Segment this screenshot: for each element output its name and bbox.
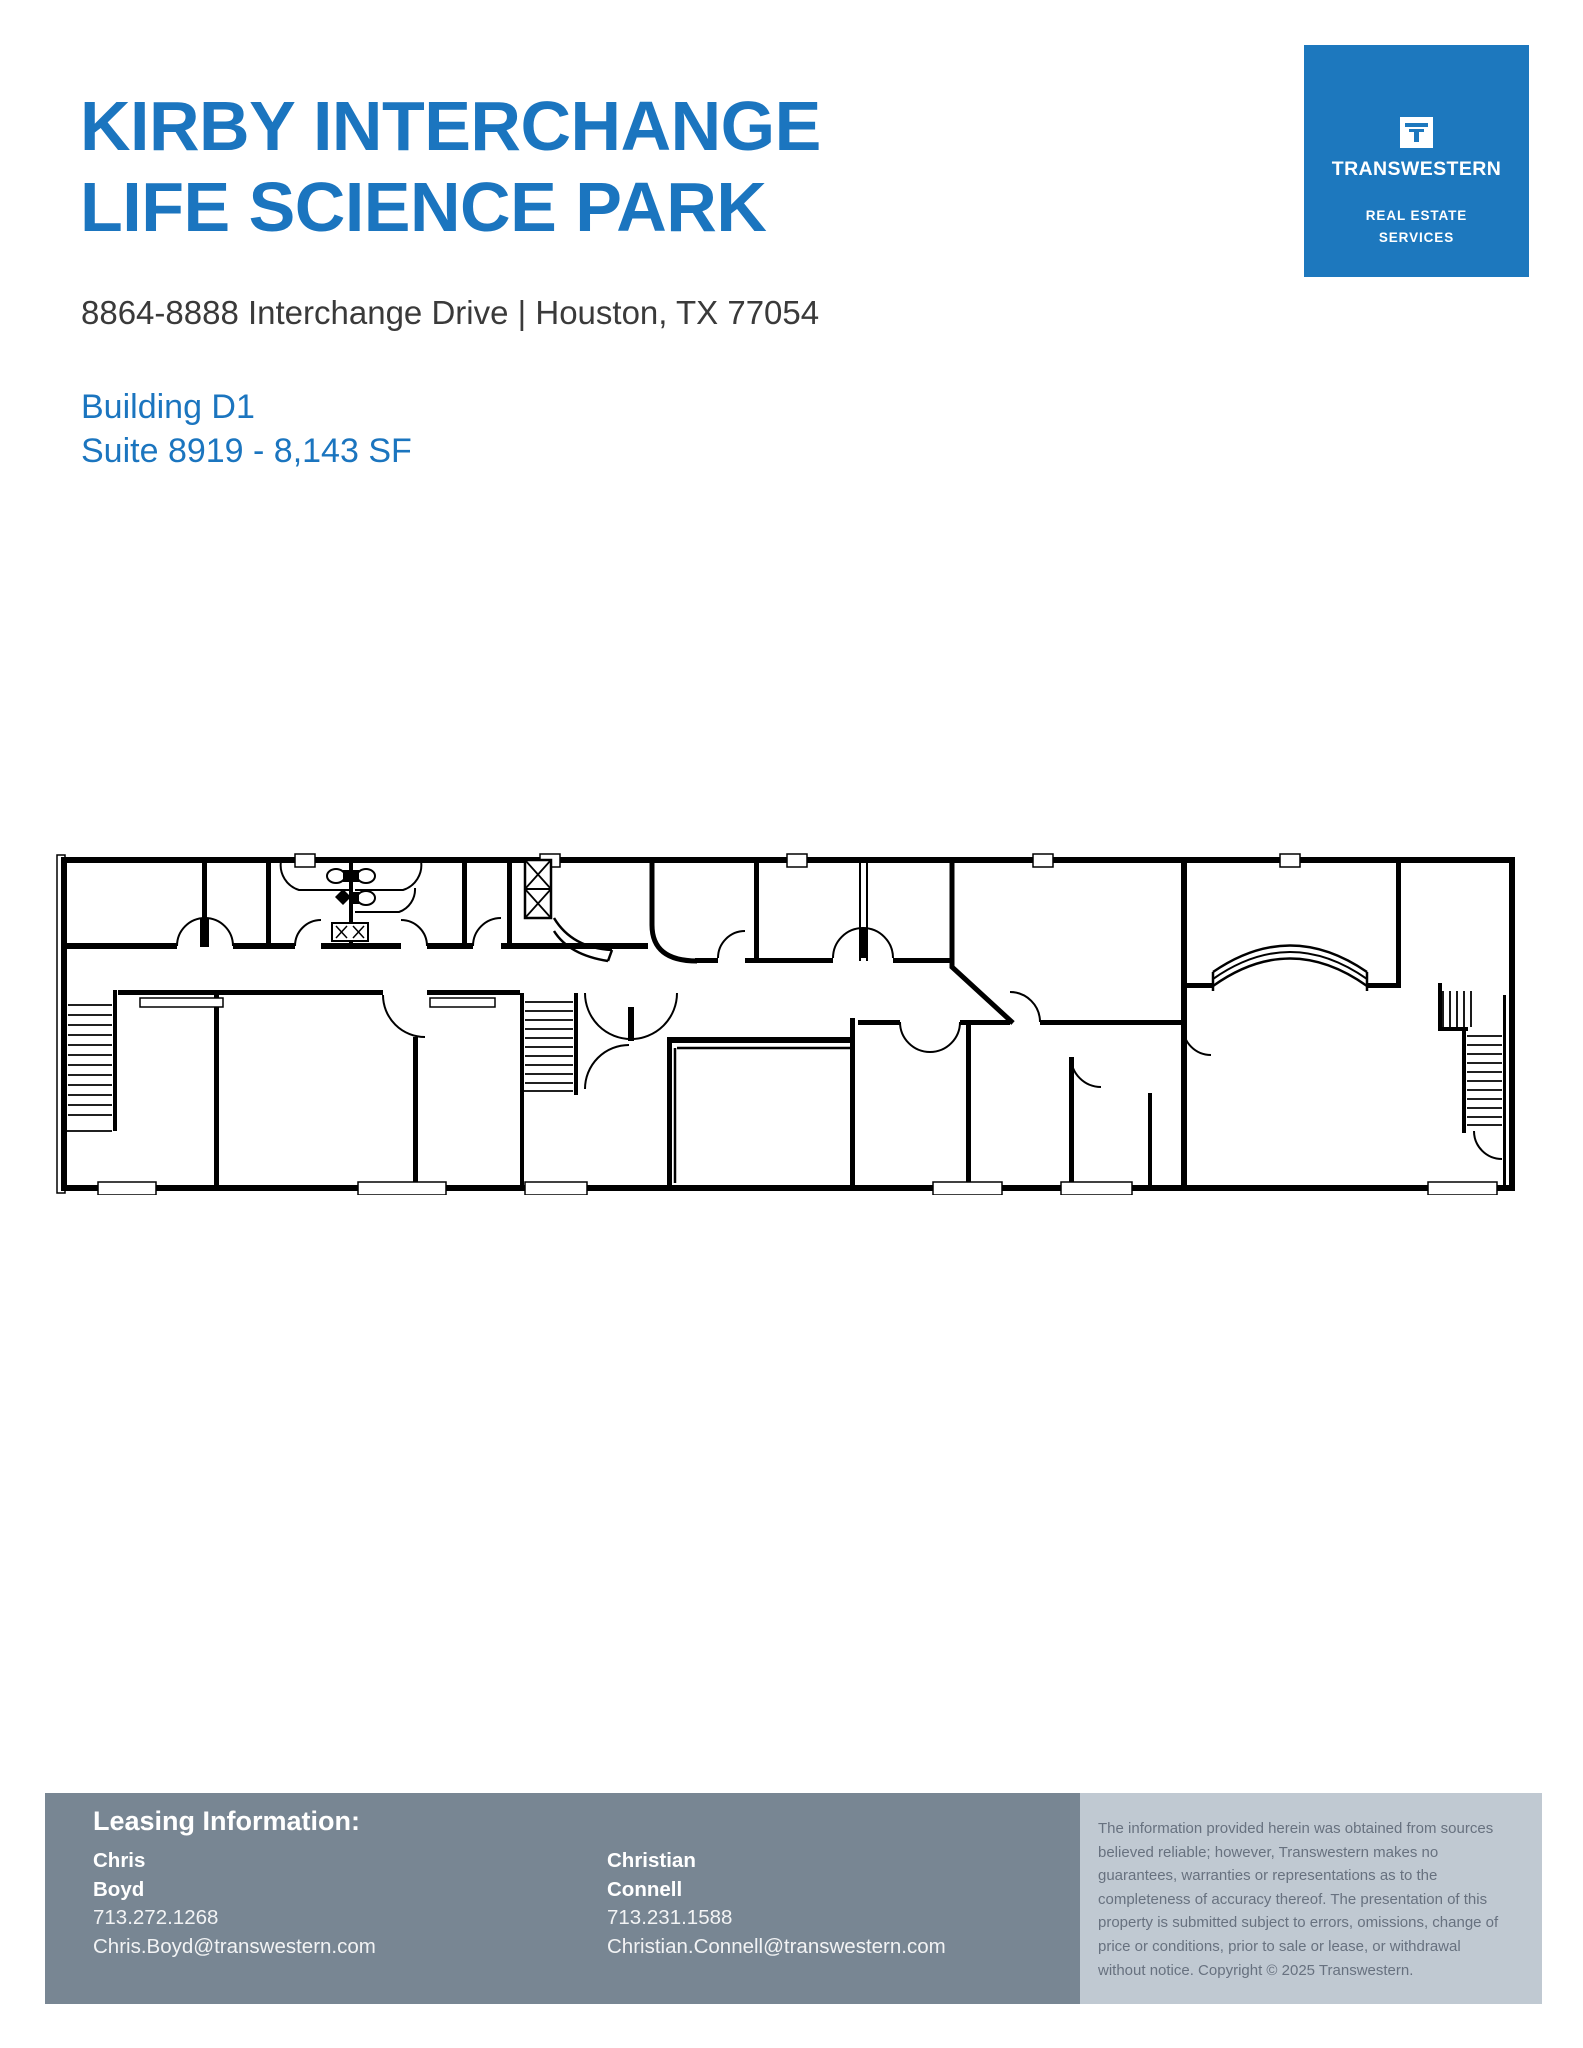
logo-brand-text: TRANSWESTERN — [1331, 158, 1502, 180]
sink-counter — [332, 923, 368, 941]
building-suite-block — [81, 386, 412, 473]
property-address: 8864-8888 Interchange Drive | Houston, TX 77054 — [81, 294, 820, 331]
transwestern-logo — [1304, 45, 1529, 277]
leasing-contact-chris-boyd — [93, 1847, 376, 1961]
building-label: Building D1 — [81, 388, 255, 426]
title-line-1: KIRBY INTERCHANGE — [80, 87, 821, 165]
suite-label: Suite 8919 - 8,143 SF — [81, 431, 412, 470]
contact-last-name: Connell — [607, 1877, 683, 1901]
logo-sub-line-1: REAL ESTATE — [1365, 208, 1468, 223]
contact-email[interactable]: Christian.Connell@transwestern.com — [607, 1934, 946, 1958]
contact-phone: 713.231.1588 — [607, 1906, 733, 1929]
contact-last-name: Boyd — [93, 1877, 145, 1901]
leasing-contact-christian-connell — [607, 1847, 946, 1961]
contact-first-name: Christian — [607, 1849, 696, 1872]
contact-first-name: Chris — [93, 1849, 146, 1872]
leasing-heading: Leasing Information: — [93, 1806, 361, 1836]
legal-disclaimer: The information provided herein was obtained from sources believed reliable; however, Transwestern makes no guarantees, warranties or representations as to the completeness of accuracy thereof. The presentation of this property is submitted subject to errors, omissions, change of price or conditions, prior to sale or lease, or withdrawal without notice. Copyright © 2025 Transwestern. — [1098, 1820, 1499, 1979]
logo-sub-line-2: SERVICES — [1378, 229, 1455, 245]
floor-plan-suite-8919 — [55, 845, 1520, 1195]
page-title — [80, 86, 821, 247]
shaft-icon — [525, 860, 551, 918]
logo-sub-text — [1304, 205, 1529, 248]
contact-phone: 713.272.1268 — [93, 1906, 219, 1929]
contact-email[interactable]: Chris.Boyd@transwestern.com — [93, 1934, 376, 1958]
title-line-2: LIFE SCIENCE PARK — [80, 167, 767, 246]
outer-walls — [57, 855, 1512, 1193]
transwestern-t-icon — [1400, 117, 1433, 148]
